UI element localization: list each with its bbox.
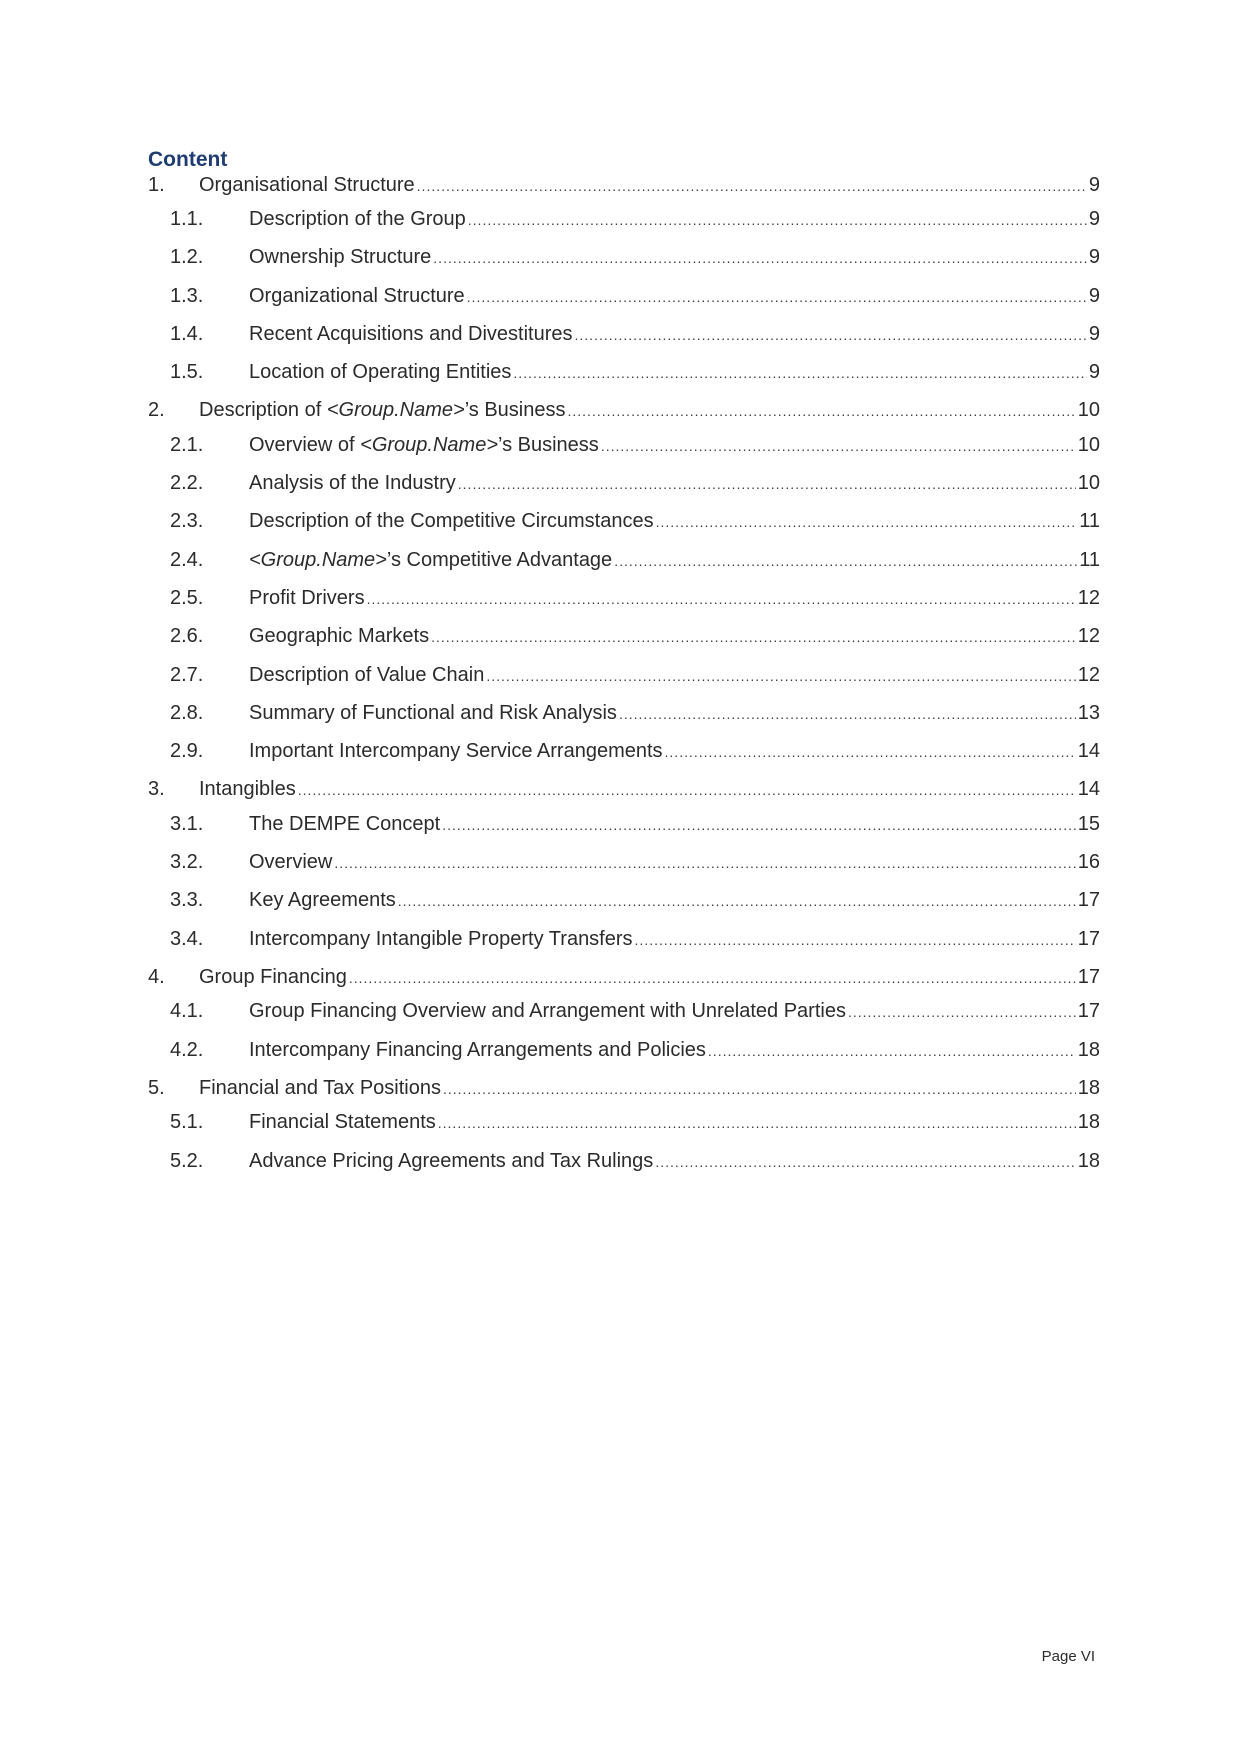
toc-entry[interactable] xyxy=(148,506,1100,536)
toc-entry-title-text: Financial and Tax Positions xyxy=(199,1077,441,1099)
toc-entry-page-number: 18 xyxy=(1077,1039,1100,1061)
toc-entry-title xyxy=(249,885,396,915)
toc-entry-title-text: Intercompany Financing Arrangements and Policies xyxy=(249,1039,706,1061)
toc-entry-title-text: Recent Acquisitions and Divestitures xyxy=(249,323,573,345)
toc-entry-title xyxy=(249,281,465,311)
toc-entry-number: 2.4. xyxy=(170,549,204,571)
toc-entry-title xyxy=(249,736,663,766)
toc-entry-number: 4. xyxy=(148,966,165,988)
toc-entry-title-text: Group Financing Overview and Arrangement with Unrelated Parties xyxy=(249,1000,846,1022)
toc-entry-title-text: Summary of Functional and Risk Analysis xyxy=(249,702,617,724)
toc-entry-title xyxy=(249,621,429,651)
toc-entry-title-text: Organisational Structure xyxy=(199,174,415,196)
toc-entry[interactable] xyxy=(148,545,1100,575)
toc-entry-number: 5.2. xyxy=(170,1150,204,1172)
toc-entry-title xyxy=(199,962,347,992)
toc-entry-title xyxy=(199,170,415,200)
toc-entry-title xyxy=(249,357,511,387)
toc-dot-leader xyxy=(601,431,1076,461)
toc-entry-page-number: 17 xyxy=(1077,1000,1100,1022)
toc-entry-title-text: Overview of xyxy=(249,434,361,456)
toc-entry-title xyxy=(249,242,431,272)
toc-entry-page-number: 18 xyxy=(1077,1111,1100,1133)
toc-entry-title-text: Organizational Structure xyxy=(249,285,465,307)
toc-dot-leader xyxy=(349,963,1076,993)
toc-entry-title xyxy=(249,583,365,613)
toc-entry-title-text: Analysis of the Industry xyxy=(249,472,456,494)
toc-entry-number: 1.4. xyxy=(170,323,204,345)
toc-dot-leader xyxy=(656,507,1078,537)
toc-entry-title xyxy=(249,319,573,349)
toc-dot-leader xyxy=(442,810,1076,840)
toc-entry-title-text: Description of the Group xyxy=(249,208,466,230)
toc-entry-page-number: 16 xyxy=(1077,851,1100,873)
toc-entry[interactable] xyxy=(148,698,1100,728)
toc-entry-page-number: 15 xyxy=(1077,813,1100,835)
toc-entry-number: 5.1. xyxy=(170,1111,204,1133)
toc-entry-title-text: Important Intercompany Service Arrangements xyxy=(249,740,663,762)
toc-dot-leader xyxy=(334,848,1075,878)
toc-entry-number: 1.3. xyxy=(170,285,204,307)
toc-entry-page-number: 12 xyxy=(1077,625,1100,647)
toc-dot-leader xyxy=(848,997,1076,1027)
toc-dot-leader xyxy=(431,622,1076,652)
toc-dot-leader xyxy=(655,1147,1075,1177)
toc-dot-leader xyxy=(438,1108,1076,1138)
toc-entry-page-number: 18 xyxy=(1077,1150,1100,1172)
toc-entry-number: 3. xyxy=(148,778,165,800)
toc-entry-title-text: Profit Drivers xyxy=(249,587,365,609)
toc-dot-leader xyxy=(513,358,1086,388)
toc-entry[interactable] xyxy=(148,357,1100,387)
toc-entry[interactable] xyxy=(148,736,1100,766)
toc-entry-title-text: Location of Operating Entities xyxy=(249,361,512,383)
toc-entry-number: 2. xyxy=(148,399,165,421)
toc-entry-number: 2.7. xyxy=(170,664,204,686)
toc-dot-leader xyxy=(458,469,1076,499)
toc-entry-title xyxy=(199,774,296,804)
toc-dot-leader xyxy=(619,699,1076,729)
toc-entry[interactable] xyxy=(148,170,1100,200)
toc-entry[interactable] xyxy=(148,319,1100,349)
toc-entry-title xyxy=(249,698,617,728)
toc-entry-title xyxy=(199,1073,441,1103)
toc-entry[interactable] xyxy=(148,847,1100,877)
toc-dot-leader xyxy=(417,171,1087,201)
toc-entry-page-number: 18 xyxy=(1077,1077,1100,1099)
toc-entry-title-text: Advance Pricing Agreements and Tax Rulings xyxy=(249,1150,654,1172)
toc-dot-leader xyxy=(708,1036,1076,1066)
toc-entry-title-text: Financial Statements xyxy=(249,1111,436,1133)
toc-entry-page-number: 14 xyxy=(1077,740,1100,762)
toc-entry-page-number: 9 xyxy=(1088,246,1100,268)
toc-dot-leader xyxy=(614,546,1077,576)
toc-entry-page-number: 9 xyxy=(1088,174,1100,196)
toc-entry-title xyxy=(249,924,633,954)
toc-entry[interactable] xyxy=(148,281,1100,311)
toc-entry-title-text: Description of the Competitive Circumstances xyxy=(249,510,654,532)
toc-entry-title xyxy=(249,506,654,536)
toc-entry-number: 2.1. xyxy=(170,434,204,456)
toc-entry-page-number: 12 xyxy=(1077,664,1100,686)
toc-entry-title-suffix: ’s Business xyxy=(464,399,566,421)
toc-entry-number: 2.6. xyxy=(170,625,204,647)
toc-entry-number: 3.4. xyxy=(170,928,204,950)
toc-entry[interactable] xyxy=(148,204,1100,234)
toc-entry[interactable] xyxy=(148,660,1100,690)
toc-entry-placeholder: <Group.Name> xyxy=(360,434,499,456)
toc-entry-page-number: 9 xyxy=(1088,285,1100,307)
toc-entry-number: 2.5. xyxy=(170,587,204,609)
toc-entry[interactable] xyxy=(148,242,1100,272)
toc-entry-title-text: Intercompany Intangible Property Transfers xyxy=(249,928,633,950)
toc-entry-title xyxy=(249,847,332,877)
toc-entry-title-text: Key Agreements xyxy=(249,889,396,911)
toc-entry-page-number: 13 xyxy=(1077,702,1100,724)
toc-entry-page-number: 17 xyxy=(1077,889,1100,911)
toc-entry-page-number: 17 xyxy=(1077,928,1100,950)
toc-entry-page-number: 17 xyxy=(1077,966,1100,988)
toc-entry-title xyxy=(199,395,566,425)
toc-dot-leader xyxy=(467,282,1087,312)
toc-entry[interactable] xyxy=(148,996,1100,1026)
toc-entry[interactable] xyxy=(148,1107,1100,1137)
toc-entry-number: 2.2. xyxy=(170,472,204,494)
toc-entry-title xyxy=(249,996,846,1026)
toc-entry[interactable] xyxy=(148,621,1100,651)
toc-entry-page-number: 11 xyxy=(1079,510,1100,532)
toc-entry-title-text: The DEMPE Concept xyxy=(249,813,441,835)
toc-entry-page-number: 9 xyxy=(1088,323,1100,345)
toc-entry-title-text: Description of xyxy=(199,399,327,421)
toc-entry-number: 4.1. xyxy=(170,1000,204,1022)
toc-entry-title-suffix: ’s Competitive Advantage xyxy=(386,549,613,571)
toc-entry[interactable] xyxy=(148,924,1100,954)
toc-entry-page-number: 11 xyxy=(1079,549,1100,571)
toc-entry[interactable] xyxy=(148,430,1100,460)
page-number-footer: Page VI xyxy=(1041,1648,1095,1665)
toc-dot-leader xyxy=(568,396,1076,426)
toc-heading: Content xyxy=(148,148,228,171)
toc-dot-leader xyxy=(298,775,1076,805)
toc-entry-title xyxy=(249,1146,653,1176)
toc-entry[interactable] xyxy=(148,885,1100,915)
toc-dot-leader xyxy=(486,661,1075,691)
toc-entry-number: 3.1. xyxy=(170,813,204,835)
toc-entry-title xyxy=(249,1035,706,1065)
toc-entry-number: 2.3. xyxy=(170,510,204,532)
toc-entry-number: 3.3. xyxy=(170,889,204,911)
toc-dot-leader xyxy=(433,243,1087,273)
toc-entry-number: 4.2. xyxy=(170,1039,204,1061)
toc-entry-number: 5. xyxy=(148,1077,165,1099)
toc-entry-page-number: 10 xyxy=(1077,434,1100,456)
toc-entry-page-number: 10 xyxy=(1077,472,1100,494)
toc-entry-title xyxy=(249,1107,436,1137)
toc-entry-number: 1.1. xyxy=(170,208,204,230)
toc-entry-title xyxy=(249,430,599,460)
toc-entry-number: 2.8. xyxy=(170,702,204,724)
toc-entry[interactable] xyxy=(148,583,1100,613)
toc-entry[interactable] xyxy=(148,1035,1100,1065)
toc-dot-leader xyxy=(575,320,1087,350)
toc-entry-title-text: Ownership Structure xyxy=(249,246,432,268)
toc-entry-title-text: Intangibles xyxy=(199,778,296,800)
toc-entry-title-text: Geographic Markets xyxy=(249,625,430,647)
toc-entry-number: 2.9. xyxy=(170,740,204,762)
toc-entry-number: 3.2. xyxy=(170,851,204,873)
toc-entry-page-number: 14 xyxy=(1077,778,1100,800)
toc-entry-number: 1.2. xyxy=(170,246,204,268)
toc-entry[interactable] xyxy=(148,962,1100,992)
toc-entry-page-number: 12 xyxy=(1077,587,1100,609)
toc-dot-leader xyxy=(367,584,1076,614)
toc-dot-leader xyxy=(443,1074,1076,1104)
toc-entry-page-number: 9 xyxy=(1088,208,1100,230)
toc-entry[interactable] xyxy=(148,774,1100,804)
toc-entry-page-number: 10 xyxy=(1077,399,1100,421)
toc-entry[interactable] xyxy=(148,468,1100,498)
toc-entry-title xyxy=(249,204,466,234)
toc-entry-placeholder: <Group.Name> xyxy=(249,549,387,571)
toc-entry[interactable] xyxy=(148,395,1100,425)
toc-entry-title xyxy=(249,809,440,839)
toc-entry[interactable] xyxy=(148,1073,1100,1103)
toc-dot-leader xyxy=(635,925,1076,955)
toc-entry-title-text: Description of Value Chain xyxy=(249,664,485,686)
toc-entry-placeholder: <Group.Name> xyxy=(326,399,465,421)
toc-entry[interactable] xyxy=(148,1146,1100,1176)
toc-dot-leader xyxy=(468,205,1087,235)
toc-entry-number: 1. xyxy=(148,174,165,196)
toc-entry-title xyxy=(249,545,612,575)
toc-entry-title-text: Overview xyxy=(249,851,333,873)
toc-entry-title xyxy=(249,468,456,498)
toc-dot-leader xyxy=(398,886,1076,916)
toc-entry-page-number: 9 xyxy=(1088,361,1100,383)
toc-entry-title-text: Group Financing xyxy=(199,966,347,988)
toc-entry[interactable] xyxy=(148,809,1100,839)
toc-entry-title-suffix: ’s Business xyxy=(498,434,599,456)
toc-entry-number: 1.5. xyxy=(170,361,204,383)
toc-dot-leader xyxy=(665,737,1076,767)
toc-entry-title xyxy=(249,660,484,690)
